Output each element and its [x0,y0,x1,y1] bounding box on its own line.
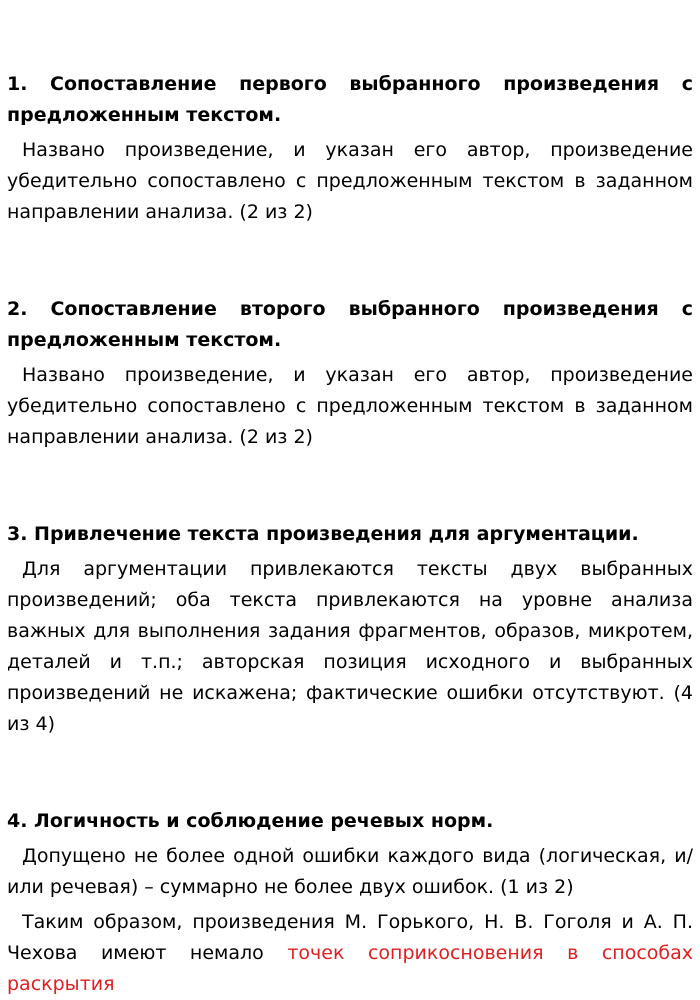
section-2 [7,294,693,453]
section-heading: 3. Привлечение текста произведения для аргументации. [7,523,639,545]
section-4 [7,806,693,1000]
section-heading: 4. Логичность и соблюдение речевых норм. [7,810,494,832]
highlighted-text: точек соприкосновения в способах раскрытия [7,942,693,995]
conclusion-text: Таким образом, произведения М. Горького, Н. В. Гоголя и А. П. Чехова имеют немало [7,911,693,964]
section-text: Названо произведение, и указан его автор, произведение убедительно сопоставлено с предложенным текстом в заданном направлении анализа. (2 из 2) [7,139,693,223]
section-heading: 2. Сопоставление второго выбранного произведения с предложенным текстом. [7,298,693,351]
section-3 [7,519,693,740]
section-1 [7,69,693,228]
section-text: Для аргументации привлекаются тексты двух выбранных произведений; оба текста привлекаются на уровне анализа важных для выполнения задания фрагментов, образов, микротем, деталей и т.п.; авторская позиция исходного и выбранных произведений не искажена; фактические ошибки отсутствуют. (4 из 4) [7,558,693,735]
spacer [7,228,693,294]
spacer [7,740,693,806]
section-heading: 1. Сопоставление первого выбранного произведения с предложенным текстом. [7,73,693,126]
document-body [7,69,693,1000]
spacer [7,453,693,519]
section-text: Допущено не более одной ошибки каждого вида (логическая, и/или речевая) – суммарно не более двух ошибок. (1 из 2) [7,845,693,898]
conclusion-paragraph [7,907,693,1000]
section-text: Названо произведение, и указан его автор, произведение убедительно сопоставлено с предложенным текстом в заданном направлении анализа. (2 из 2) [7,364,693,448]
